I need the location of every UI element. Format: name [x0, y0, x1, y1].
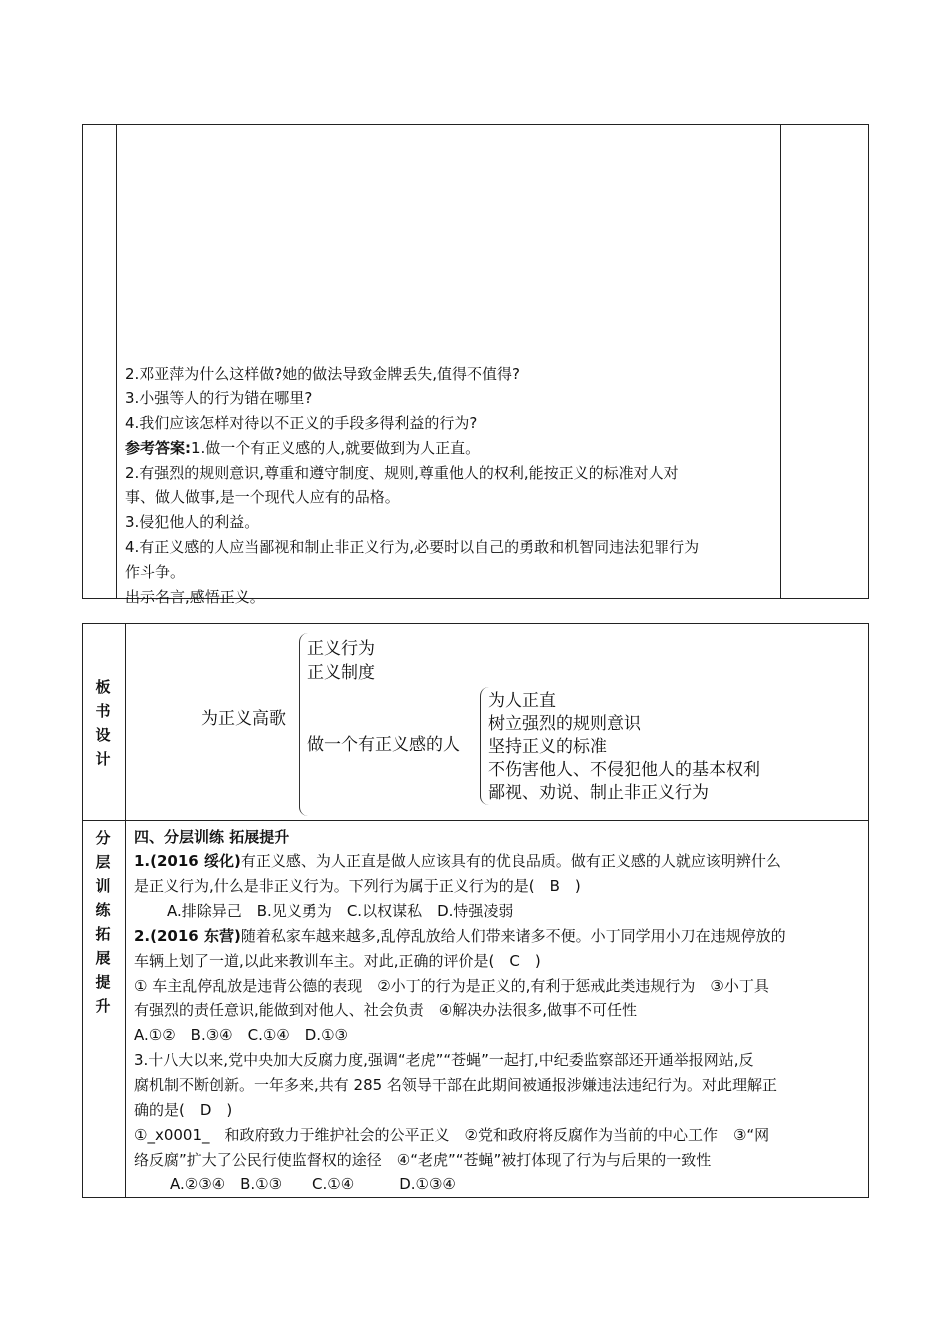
answer-line: 4.有正义感的人应当鄙视和制止非正义行为,必要时以自己的勇敢和机智同违法犯罪行为 — [125, 538, 700, 556]
question-line: 4.我们应该怎样对待以不正义的手段多得利益的行为? — [125, 414, 478, 432]
training-label-char: 展 — [95, 949, 111, 967]
answer-line: 3.侵犯他人的利益。 — [125, 513, 260, 531]
board-root: 为正义高歌 — [201, 709, 286, 729]
board-label-char: 书 — [95, 702, 111, 720]
question-2: 2.(2016 东营)随着私家车越来越多,乱停乱放给人们带来诸多不便。小丁同学用小刀在违规停放的 — [134, 927, 786, 945]
question-line: 3.小强等人的行为错在哪里? — [125, 389, 313, 407]
board-level1-item: 正义制度 — [307, 663, 375, 683]
training-label-char: 提 — [95, 973, 111, 991]
answer-line: 事、做人做事,是一个现代人应有的品格。 — [125, 488, 400, 506]
board-level2-item: 坚持正义的标准 — [488, 737, 607, 757]
question-2-line: 有强烈的责任意识,能做到对他人、社会负责 ④解决办法很多,做事不可任性 — [134, 1001, 637, 1019]
question-line: 2.邓亚萍为什么这样做?她的做法导致金牌丢失,值得不值得? — [125, 365, 521, 383]
training-heading: 四、分层训练 拓展提升 — [134, 828, 290, 846]
question-3-line: 络反腐”扩大了公民行使监督权的途径 ④“老虎”“苍蝇”被打体现了行为与后果的一致性 — [134, 1151, 712, 1169]
q1-source: 1.(2016 绥化) — [134, 852, 241, 870]
question-3-line: ①_x0001_ 和政府致力于维护社会的公平正义 ②党和政府将反腐作为当前的中心工作 ③“网 — [134, 1126, 770, 1144]
board-level1-item: 做一个有正义感的人 — [307, 735, 460, 755]
training-label-char: 升 — [95, 997, 111, 1015]
question-1: 1.(2016 绥化)有正义感、为人正直是做人应该具有的优良品质。做有正义感的人就应该明辨什么 — [134, 852, 781, 870]
question-3-line: 腐机制不断创新。一年多来,共有 285 名领导干部在此期间被通报涉嫌违法违纪行为。对此理解正 — [134, 1076, 777, 1094]
question-3: 3.十八大以来,党中央加大反腐力度,强调“老虎”“苍蝇”一起打,中纪委监察部还开通举报网站,反 — [134, 1051, 754, 1069]
answer-line: 2.有强烈的规则意识,尊重和遵守制度、规则,尊重他人的权利,能按正义的标准对人对 — [125, 464, 679, 482]
question-2-options: A.①② B.③④ C.①④ D.①③ — [134, 1026, 348, 1044]
board-label-char: 板 — [95, 678, 111, 696]
board-level2-item: 鄙视、劝说、制止非正义行为 — [488, 783, 709, 803]
training-label-char: 层 — [95, 853, 111, 871]
answer-line: 参考答案:1.做一个有正义感的人,就要做到为人正直。 — [125, 439, 481, 457]
board-level2-item: 不伤害他人、不侵犯他人的基本权利 — [488, 760, 760, 780]
board-label-char: 设 — [95, 726, 111, 744]
board-level2-item: 树立强烈的规则意识 — [488, 714, 641, 734]
training-label-char: 练 — [95, 901, 111, 919]
training-label-char: 分 — [95, 829, 111, 847]
training-label-char: 拓 — [95, 925, 111, 943]
question-3-options: A.②③④ B.①③ C.①④ D.①③④ — [170, 1175, 456, 1193]
answer-label: 参考答案: — [125, 439, 191, 457]
overflow-line: 出示名言,感悟正义。 — [125, 588, 265, 606]
question-2-line: 车辆上划了一道,以此来教训车主。对此,正确的评价是( C ) — [134, 952, 541, 970]
question-2-line: ① 车主乱停乱放是违背公德的表现 ②小丁的行为是正义的,有利于惩戒此类违规行为 ③小丁具 — [134, 977, 769, 995]
question-3-line: 确的是( D ) — [134, 1101, 233, 1119]
board-label-char: 计 — [95, 750, 111, 768]
training-label-char: 训 — [95, 877, 111, 895]
question-1-options: A.排除异己 B.见义勇为 C.以权谋私 D.恃强凌弱 — [167, 902, 514, 920]
q2-source: 2.(2016 东营) — [134, 927, 241, 945]
answer-line: 作斗争。 — [125, 563, 186, 581]
question-1-line: 是正义行为,什么是非正义行为。下列行为属于正义行为的是( B ) — [134, 877, 581, 895]
board-level1-item: 正义行为 — [307, 639, 375, 659]
board-level2-item: 为人正直 — [488, 691, 556, 711]
